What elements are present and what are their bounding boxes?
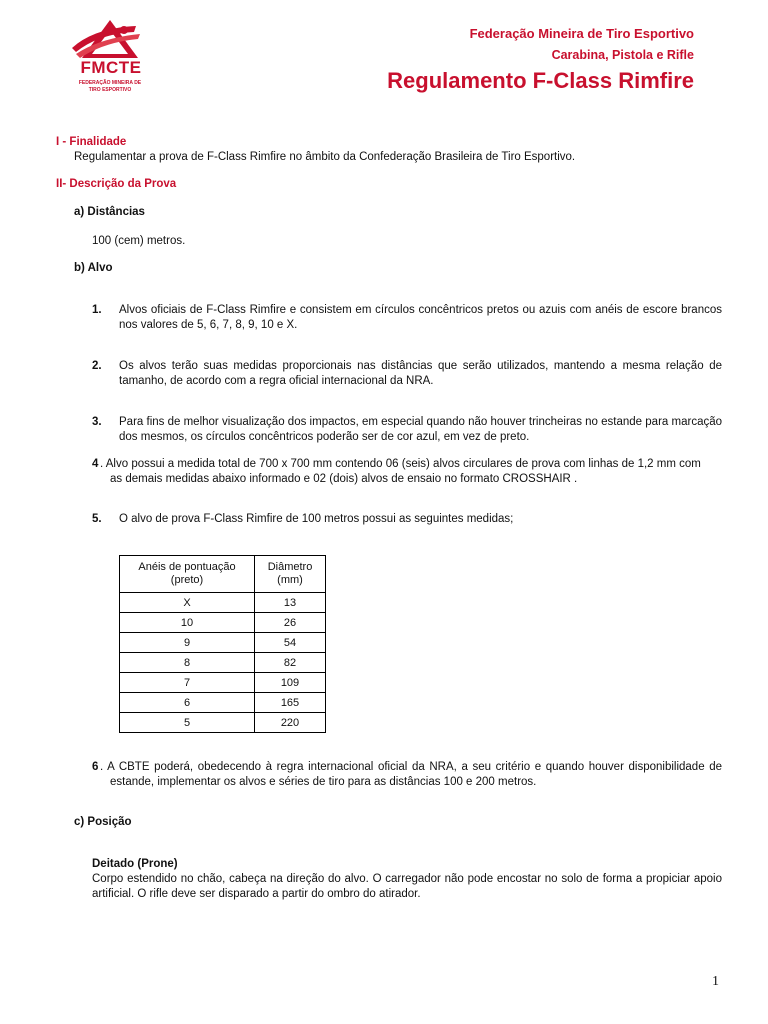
item-4-text: . Alvo possui a medida total de 700 x 700 mm contendo 06 (seis) alvos circulares de prova com linhas de 1,2 mm com as demais medidas abaixo informado e 02 (dois) alvos de ensaio no formato CROSSHAIR . [100, 458, 701, 485]
item-3-text: Para fins de melhor visualização dos impactos, em especial quando não houver trincheiras no estande para marcação dos mesmos, os círculos concêntricos poderão ser de cor azul, em vez de preto. [119, 416, 722, 443]
table-cell-ring: 9 [120, 633, 255, 653]
logo-emblem-icon [64, 18, 156, 62]
table-row [120, 613, 326, 633]
logo-wordmark: FMCTE [80, 58, 142, 77]
item-3-number: 3. [92, 416, 102, 428]
logo-subtext-2: TIRO ESPORTIVO [88, 87, 132, 93]
item-2-text: Os alvos terão suas medidas proporcionais nas distâncias que serão utilizados, mantendo a mesma relação de tamanho, de acordo com a regra oficial internacional da NRA. [119, 360, 722, 387]
table-cell-diameter: 82 [255, 653, 326, 673]
table-row [120, 673, 326, 693]
table-cell-ring: 5 [120, 713, 255, 733]
table-cell-diameter: 26 [255, 613, 326, 633]
table-header-diameter: Diâmetro (mm) [255, 556, 326, 593]
item-1-text: Alvos oficiais de F-Class Rimfire e consistem em círculos concêntricos pretos ou azuis com anéis de escore brancos nos valores de 5, 6, 7, 8, 9, 10 e X. [119, 304, 722, 331]
table-row [120, 693, 326, 713]
item-6-number: 6 [92, 761, 99, 773]
section-2-heading: II- Descrição da Prova [56, 178, 177, 190]
target-heading: b) Alvo [74, 262, 113, 274]
score-diameter-table [119, 555, 326, 733]
table-cell-diameter: 109 [255, 673, 326, 693]
prone-body: Corpo estendido no chão, cabeça na direção do alvo. O carregador não pode encostar no solo de forma a propiciar apoio artificial. O rifle deve ser disparado a partir do ombro do atirador. [92, 873, 722, 900]
table-cell-diameter: 220 [255, 713, 326, 733]
item-4-number: 4 [92, 458, 99, 470]
item-5-text: O alvo de prova F-Class Rimfire de 100 metros possui as seguintes medidas; [119, 513, 514, 525]
table-cell-ring: 7 [120, 673, 255, 693]
section-1-heading: I - Finalidade [56, 136, 127, 148]
table-row [120, 593, 326, 613]
page-number: 1 [712, 974, 719, 989]
table-row [120, 653, 326, 673]
section-1-body: Regulamentar a prova de F-Class Rimfire no âmbito da Confederação Brasileira de Tiro Esportivo. [74, 151, 576, 163]
header-organization: Federação Mineira de Tiro Esportivo [469, 26, 694, 41]
table-cell-diameter: 165 [255, 693, 326, 713]
fmcte-logo [64, 18, 156, 96]
item-1-number: 1. [92, 304, 102, 316]
logo-subtext-1: FEDERAÇÃO MINEIRA DE [78, 80, 142, 86]
table-row [120, 713, 326, 733]
table-cell-ring: 6 [120, 693, 255, 713]
header-subtitle: Carabina, Pistola e Rifle [551, 48, 694, 62]
table-header-row [120, 556, 326, 593]
prone-heading: Deitado (Prone) [92, 858, 178, 870]
distances-heading: a) Distâncias [74, 206, 145, 218]
item-6-text: . A CBTE poderá, obedecendo à regra internacional oficial da NRA, a seu critério e quando houver disponibilidade de estande, implementar os alvos e séries de tiro para as distâncias 100 e 200 metros. [100, 761, 722, 788]
table-cell-ring: 8 [120, 653, 255, 673]
distances-body: 100 (cem) metros. [92, 235, 186, 247]
item-2-number: 2. [92, 360, 102, 372]
item-5-number: 5. [92, 513, 102, 525]
table-cell-diameter: 13 [255, 593, 326, 613]
table-cell-diameter: 54 [255, 633, 326, 653]
page-title: Regulamento F-Class Rimfire [387, 68, 694, 93]
table-row [120, 633, 326, 653]
table-cell-ring: 10 [120, 613, 255, 633]
table-cell-ring: X [120, 593, 255, 613]
position-heading: c) Posição [74, 816, 132, 828]
table-header-rings: Anéis de pontuação (preto) [120, 556, 255, 593]
